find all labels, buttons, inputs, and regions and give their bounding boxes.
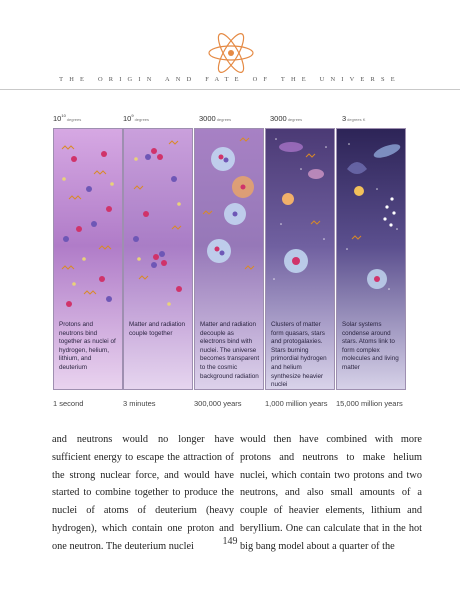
temperature-label: $10^{10}degrees$ xyxy=(53,113,82,123)
body-text-right-column: would then have combined with more protons and neutrons to make helium nuclei, which contain two protons and two neutrons, and also small amounts of a couple of heavier elements, lithium and beryllium. One can calculate that in the hot big bang model about a quarter of the xyxy=(240,434,422,552)
time-label: 1 second xyxy=(53,399,84,408)
particle-illustration xyxy=(54,129,123,317)
galaxy-illustration xyxy=(266,129,335,317)
panel-caption: Clusters of matter form quasars, stars and protogalaxies. Stars burning primordial hydrogen and helium synthesize heavier nuclei xyxy=(271,321,327,389)
panel-caption: Protons and neutrons bind together as nuclei of hydrogen, helium, lithium, and deuterium xyxy=(59,321,116,371)
panel-matter-radiation-coupled xyxy=(123,128,193,390)
panel-solar-systems xyxy=(336,128,406,390)
time-label: 3 minutes xyxy=(123,399,156,408)
temperature-label: $10^9degrees$ xyxy=(123,113,150,123)
time-label: 1,000 million years xyxy=(265,399,328,408)
panel-caption: Matter and radiation decouple as electrons bind with nuclei. The universe becomes transparent to the cosmic background radiation xyxy=(200,321,260,380)
panel-caption: Matter and radiation couple together xyxy=(129,321,186,337)
body-text-left-column: and neutrons would no longer have sufficient energy to escape the attraction of the strong nuclear force, and would have started to combine together to produce the nuclei of atoms of deuterium (heavy hydrogen), which contain one proton and one neutron. The deuterium nuclei xyxy=(52,434,234,552)
time-label: 15,000 million years xyxy=(336,399,403,408)
panel-structure-formation xyxy=(265,128,335,390)
page-number: 149 xyxy=(222,536,238,547)
temperature-label: 3degrees K xyxy=(342,114,366,123)
particle-illustration xyxy=(124,129,193,317)
header-rule xyxy=(0,89,460,90)
temperature-label: 3000degrees xyxy=(199,114,232,123)
solar-system-illustration xyxy=(337,129,406,317)
temperature-label: 3000degrees xyxy=(270,114,303,123)
atom-logo-icon xyxy=(205,33,257,73)
panel-decoupling xyxy=(194,128,264,390)
panel-nucleosynthesis xyxy=(53,128,123,390)
atom-illustration xyxy=(195,129,264,317)
panel-caption: Solar systems condense around stars. Atoms link to form complex molecules and living matter xyxy=(342,321,399,371)
time-label: 300,000 years xyxy=(194,399,242,408)
running-head: THE ORIGIN AND FATE OF THE UNIVERSE xyxy=(59,76,401,83)
